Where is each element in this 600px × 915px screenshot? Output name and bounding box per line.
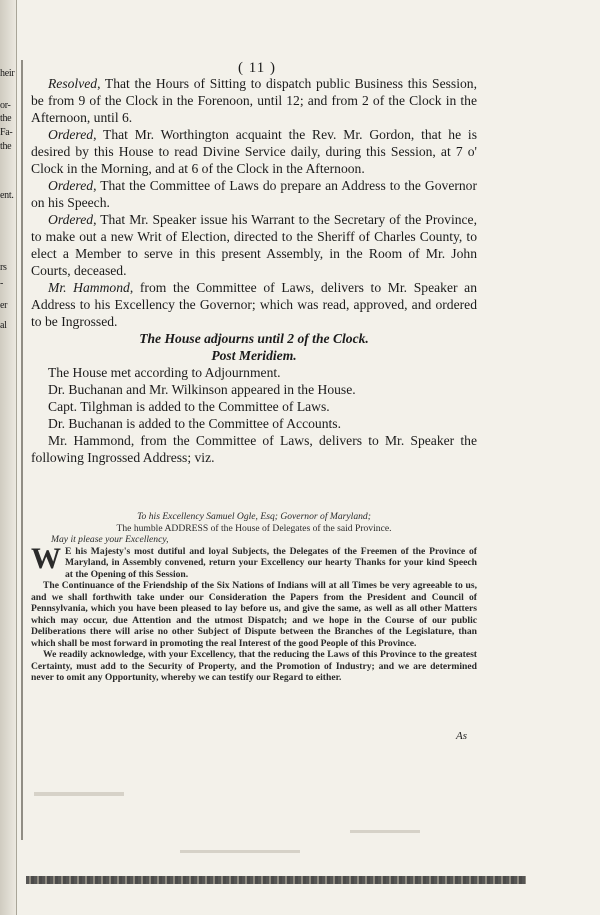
journal-entry: Ordered, That Mr. Speaker issue his Warrant to the Secretary of the Province, to make out a new Writ of Election, directed to the Sheriff of Charles County, to elect a Member to serve in this present Assembly, in the Room of Mr. John Courts, deceased.: [31, 212, 477, 278]
page-number: ( 11 ): [238, 60, 276, 76]
ingrossed-address: [31, 511, 477, 684]
afternoon-entry: The House met according to Adjournment.: [48, 365, 281, 380]
margin-fragment: or-: [0, 100, 11, 111]
afternoon-entry: Capt. Tilghman is added to the Committee of Laws.: [48, 399, 330, 414]
paper-stain: [34, 792, 124, 796]
margin-fragment: ent.: [0, 190, 14, 201]
address-salutation: May it please your Excellency,: [51, 534, 169, 545]
afternoon-entry: Dr. Buchanan is added to the Committee of Accounts.: [48, 416, 341, 431]
address-paragraph: W E his Majesty's most dutiful and loyal Subjects, the Delegates of the Freemen of the Province of Maryland, in Assembly convened, return your Excellency our hearty Thanks for your kind Speech at the Opening of this Session.: [31, 541, 477, 580]
margin-fragment: the: [0, 141, 12, 152]
journal-entry: Mr. Hammond, from the Committee of Laws, delivers to Mr. Speaker an Address to his Excellency the Governor; which was read, approved, and ordered to be Ingrossed.: [31, 280, 478, 329]
margin-fragment: rs: [0, 262, 7, 273]
afternoon-entry: Mr. Hammond, from the Committee of Laws, delivers to Mr. Speaker the following Ingrossed Address; viz.: [31, 433, 477, 465]
drop-cap: W: [31, 541, 61, 575]
post-meridiem-heading: Post Meridiem.: [211, 348, 297, 363]
margin-fragment: Fa-: [0, 127, 13, 138]
journal-entry: Ordered, That Mr. Worthington acquaint the Rev. Mr. Gordon, that he is desired by this House to read Divine Service daily, during this Session, at 7 o' Clock in the Morning, and at 6 of the Clock in the Afternoon.: [31, 127, 477, 176]
journal-entry: Ordered, That the Committee of Laws do prepare an Address to the Governor on his Speech.: [31, 178, 477, 210]
catchword: As: [456, 730, 467, 742]
margin-fragment: the: [0, 113, 12, 124]
margin-fragment: heir: [0, 68, 15, 79]
margin-fragment: er: [0, 300, 8, 311]
address-paragraph: We readily acknowledge, with your Excellency, that the reducing the Laws of this Province to the greatest Certainty, must add to the Security of Property, and the Promotion of Industry; and we are determined never to omit any Opportunity, whereby we can testify our Regard to either.: [31, 649, 477, 683]
afternoon-entry: Dr. Buchanan and Mr. Wilkinson appeared in the House.: [48, 382, 356, 397]
paper-stain: [180, 850, 300, 853]
adjacent-page-margin: [0, 0, 17, 915]
journal-text: [31, 75, 477, 466]
address-title: The humble ADDRESS of the House of Delegates of the said Province.: [116, 522, 392, 534]
bottom-border-rule: [26, 876, 526, 884]
margin-fragment: -: [0, 278, 4, 289]
margin-fragment: al: [0, 320, 7, 331]
gutter-rule: [21, 60, 23, 840]
address-paragraph: The Continuance of the Friendship of the Six Nations of Indians will at all Times be very agreeable to us, and we shall forthwith take under our Consideration the Papers from the President and Council of Pennsylvania, which you have been pleased to lay before us, and give the same, as well as all other Matters which may occur, due Attention and the utmost Dispatch; and we hope in the Course of our public Deliberations there will arise no other Subject of Dispute between the Branches of the Legislature, than which shall be most forward in promoting the real Interest of the good People of this Province.: [31, 580, 477, 649]
journal-entry: Resolved, That the Hours of Sitting to dispatch public Business this Session, be from 9 of the Clock in the Forenoon, until 12; and from 2 of the Clock in the Afternoon, until 6.: [31, 76, 477, 125]
paper-stain: [350, 830, 420, 833]
adjournment-heading: The House adjourns until 2 of the Clock.: [139, 331, 369, 346]
address-recipient: To his Excellency Samuel Ogle, Esq; Governor of Maryland;: [137, 511, 371, 522]
